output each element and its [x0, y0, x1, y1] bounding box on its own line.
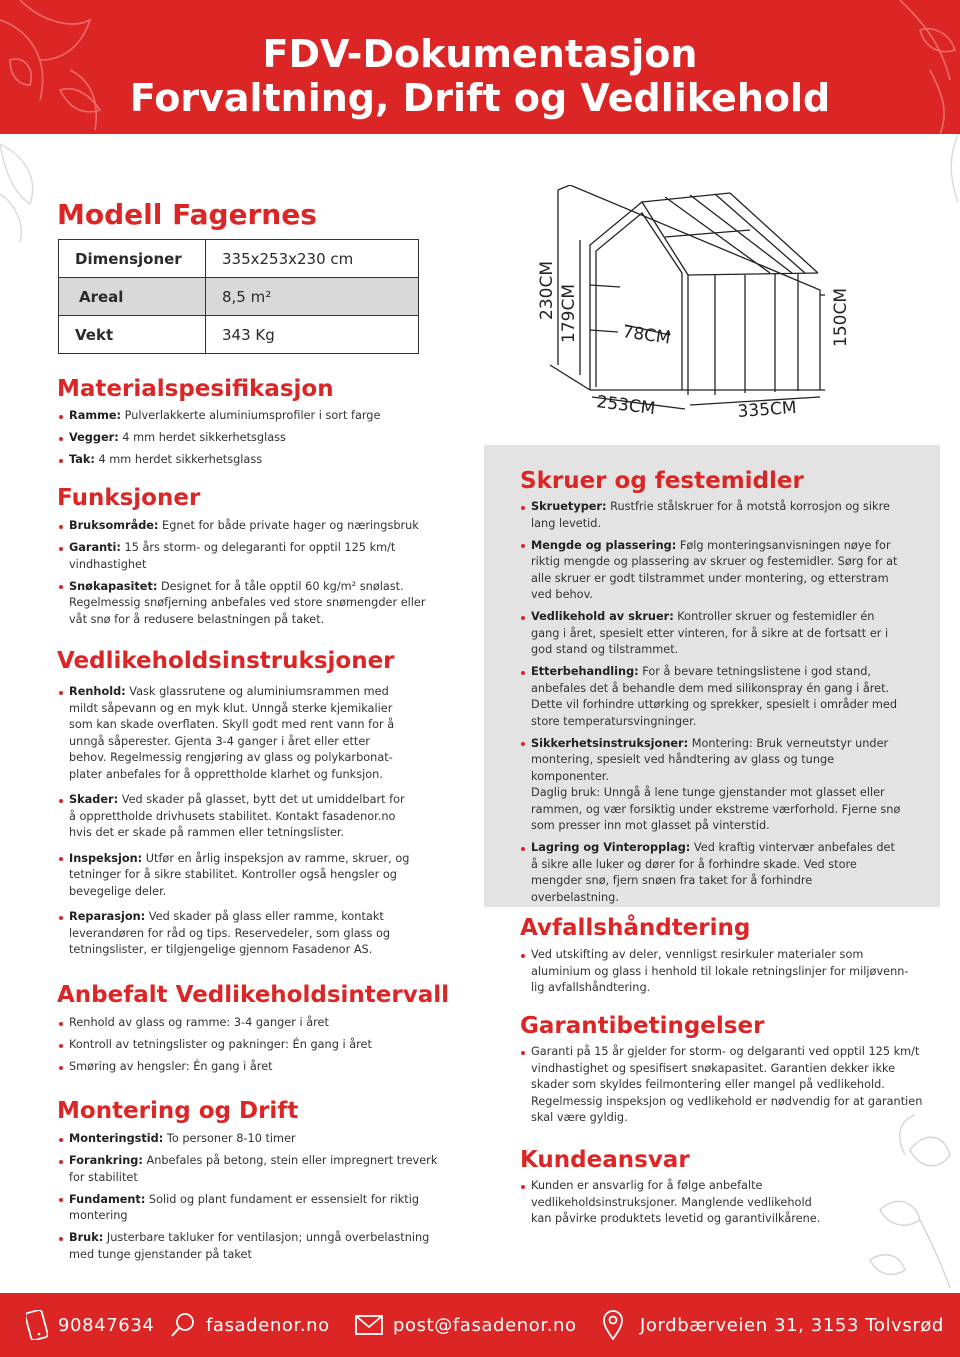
- list-item: Inspeksjon: Utfør en årlig inspeksjon av ramme, skruer, og tetninger for å sikre stabilitet. Kontroller også hengsler og bevegelige deler.: [58, 851, 410, 901]
- vedlikehold-title: Vedlikeholdsinstruksjoner: [57, 648, 395, 674]
- footer-phone[interactable]: [26, 1293, 154, 1357]
- list-item: Renhold: Vask glassrutene og aluminiumsrammen med mildt såpevann og en myk klut. Unngå sterke kjemikalier som kan skade overflaten. Skyll godt med rent vann for å unngå såperester. Gjenta 3-4 ganger i året eller etter behov. Regelmessig rengjøring av glass og polykarbonat-plater anbefales for å opprettholde klarhet og funksjon.: [58, 684, 410, 783]
- spec-row-area: [59, 278, 419, 316]
- list-item: Skader: Ved skader på glasset, bytt det ut umiddelbart for å opprettholde drivhusets stabilitet. Kontakt fasadenor.no hvis det er skade på rammen eller tetningslister.: [58, 792, 410, 842]
- list-item: Ramme: Pulverlakkerte aluminiumsprofiler i sort farge: [58, 408, 438, 425]
- email-link: post@fasadenor.no: [393, 1314, 577, 1336]
- skruer-list: [520, 499, 902, 912]
- list-item: Fundament: Solid og plant fundament er essensielt for riktig montering: [58, 1192, 442, 1225]
- phone-number: 90847634: [58, 1314, 155, 1336]
- garanti-list: [520, 1044, 930, 1132]
- spec-table: [58, 239, 419, 354]
- spec-row-weight: [59, 316, 419, 354]
- list-item: Smøring av hengsler: Én gang i året: [58, 1059, 438, 1076]
- list-item: Snøkapasitet: Designet for å tåle opptil 60 kg/m² snølast. Regelmessig snøfjerning anbefales ved store snømengder eller våt snø for å redusere belastningen på taket.: [58, 579, 442, 629]
- spec-value: 8,5 m²: [206, 278, 419, 316]
- list-item: Reparasjon: Ved skader på glass eller ramme, kontakt leverandøren for råd og tips. Reservedeler, som glass og tetningslister, er tilgjengelige gjennom Fasadenor AS.: [58, 909, 410, 959]
- footer-website[interactable]: [170, 1293, 330, 1357]
- mail-icon: [355, 1315, 383, 1335]
- location-pin-icon: [602, 1310, 624, 1340]
- list-item: Forankring: Anbefales på betong, stein eller impregnert treverk for stabilitet: [58, 1153, 442, 1186]
- width-label: 253CM: [595, 392, 657, 420]
- footer-address[interactable]: [602, 1293, 944, 1357]
- list-item: Garanti: 15 års storm- og delegaranti for opptil 125 km/t vindhastighet: [58, 540, 442, 573]
- flower-decoration-top-left-icon: [0, 134, 60, 244]
- kundeansvar-title: Kundeansvar: [520, 1147, 690, 1173]
- greenhouse-drawing: [530, 185, 860, 425]
- funksjoner-list: [58, 518, 442, 634]
- spec-row-dimensions: [59, 240, 419, 278]
- address-text: Jordbærveien 31, 3153 Tolvsrød: [640, 1314, 944, 1336]
- garanti-title: Garantibetingelser: [520, 1013, 765, 1039]
- flower-decoration-bottom-right-icon: [850, 1110, 960, 1290]
- flower-decoration-top-right-icon: [930, 134, 960, 204]
- search-icon: [170, 1312, 196, 1338]
- door-width-label: 78CM: [621, 322, 672, 349]
- list-item: Monteringstid: To personer 8-10 timer: [58, 1131, 442, 1148]
- list-item: Renhold av glass og ramme: 3-4 ganger i året: [58, 1015, 438, 1032]
- list-item: Mengde og plassering: Følg monteringsanvisningen nøye for riktig mengde og plassering av skruer og festemidler. Sørg for at alle skruer er godt tilstrammet under montering, og etterstram ved behov.: [520, 538, 902, 604]
- spec-value: 335x253x230 cm: [206, 240, 419, 278]
- list-item: Kontroll av tetningslister og pakninger: Én gang i året: [58, 1037, 438, 1054]
- spec-value: 343 Kg: [206, 316, 419, 354]
- list-item: Etterbehandling: For å bevare tetningslistene i god stand, anbefales det å behandle dem med silikonspray én gang i året. Dette vil forhindre uttørking og sprekker, spesielt i områder med store temperatursvingninger.: [520, 664, 902, 730]
- list-item: Lagring og Vinteropplag: Ved kraftig vintervær anbefales det å sikre alle luker og dører for å forhindre skade. Ved store mengder snø, fjern snøen fra taket for å forhindre overbelastning.: [520, 840, 902, 906]
- intervall-list: [58, 1015, 438, 1081]
- intervall-title: Anbefalt Vedlikeholdsintervall: [57, 982, 449, 1008]
- page-title-line2: Forvaltning, Drift og Vedlikehold: [129, 76, 831, 120]
- montering-title: Montering og Drift: [57, 1098, 299, 1124]
- list-item: Bruk: Justerbare takluker for ventilasjon; unngå overbelastning med tunge gjenstander på taket: [58, 1230, 442, 1263]
- model-title: Modell Fagernes: [57, 198, 317, 231]
- spec-label: Vekt: [59, 316, 206, 354]
- spec-label: Dimensjoner: [59, 240, 206, 278]
- vedlikehold-list: [58, 684, 410, 964]
- list-item: Bruksområde: Egnet for både private hager og næringsbruk: [58, 518, 442, 535]
- length-label: 335CM: [736, 397, 798, 422]
- funksjoner-title: Funksjoner: [57, 485, 201, 511]
- list-item: Garanti på 15 år gjelder for storm- og delgaranti ved opptil 125 km/t vindhastighet og spesifisert snøkapasitet. Garantien dekker ikke skader som skyldes feilmontering eller mangel på vedlikehold. Regelmessig inspeksjon og vedlikehold er nødvendig for at garantien skal være gyldig.: [520, 1044, 930, 1127]
- height-wall-label: 179CM: [559, 284, 579, 343]
- list-item: Vedlikehold av skruer: Kontroller skruer og festemidler én gang i året, spesielt etter vinteren, for å sikre at de fortsatt er i god stand og tilstrammet.: [520, 609, 902, 659]
- list-item: Sikkerhetsinstruksjoner: Montering: Bruk verneutstyr under montering, spesielt ved håndtering av glass og tunge komponenter. Daglig bruk: Unngå å lene tunge gjenstander mot glasset eller rammen, og vær forsiktig under ekstreme værforhold. Fjerne snø som presser inn mot glasset på vinterstid.: [520, 736, 902, 835]
- greenhouse-diagram: [530, 185, 860, 425]
- page-title-line1: FDV-Dokumentasjon: [262, 32, 698, 76]
- side-height-label: 150CM: [831, 288, 851, 347]
- website-link: fasadenor.no: [206, 1314, 330, 1336]
- list-item: Ved utskifting av deler, vennligst resirkuler materialer som aluminium og glass i henhold til lokale retningslinjer for miljøvenn-lig avfallshåndtering.: [520, 947, 920, 997]
- phone-icon: [26, 1310, 48, 1340]
- material-list: [58, 408, 438, 474]
- avfall-list: [520, 947, 920, 1002]
- spec-label: Areal: [59, 278, 206, 316]
- footer-bar: [0, 1293, 960, 1357]
- list-item-extra: Daglig bruk: Unngå å lene tunge gjenstander mot glasset eller rammen, og vær forsiktig under ekstreme værforhold. Fjerne snø som presser inn mot glasset på vinterstid.: [531, 786, 901, 832]
- footer-email[interactable]: [355, 1293, 577, 1357]
- height-total-label: 230CM: [537, 261, 557, 320]
- list-item: Tak: 4 mm herdet sikkerhetsglass: [58, 452, 438, 469]
- header-banner: [0, 0, 960, 134]
- kundeansvar-list: [520, 1178, 830, 1233]
- list-item: Skruetyper: Rustfrie stålskruer for å motstå korrosjon og sikre lang levetid.: [520, 499, 902, 532]
- montering-list: [58, 1131, 442, 1269]
- material-title: Materialspesifikasjon: [57, 376, 334, 402]
- avfall-title: Avfallshåndtering: [520, 915, 751, 941]
- skruer-title: Skruer og festemidler: [520, 468, 804, 494]
- list-item: Kunden er ansvarlig for å følge anbefalte vedlikeholdsinstruksjoner. Manglende vedlikehold kan påvirke produktets levetid og garantivilkårene.: [520, 1178, 830, 1228]
- list-item: Vegger: 4 mm herdet sikkerhetsglass: [58, 430, 438, 447]
